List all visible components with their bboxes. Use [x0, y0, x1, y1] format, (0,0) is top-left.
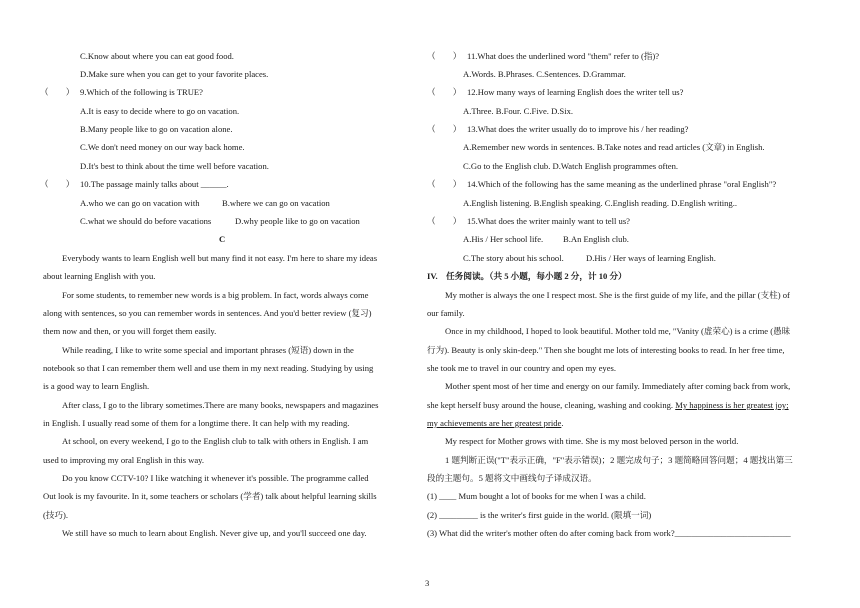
passage-c-line: (技巧). [43, 510, 69, 520]
task-instructions: 1 题判断正误("T"表示正确，"F"表示错误)；2 题完成句子；3 题简略回答问题；4 题找出第三 [445, 455, 793, 465]
q11-stem: 11.What does the underlined word "them" refer to (指)? [467, 51, 660, 61]
q15-option-b: B.An English club. [563, 234, 629, 244]
section-iv-heading: IV. 任务阅读。（共 5 小题，每小题 2 分，计 10 分） [427, 271, 627, 281]
q8-option-c: C.Know about where you can eat good food. [80, 51, 234, 61]
passage-c-line: along with sentences, so you can remember words in sentences. And you'd better review (复习) [43, 308, 372, 318]
q15-answer-bracket[interactable]: （ ） [427, 216, 462, 226]
q14-stem: 14.Which of the following has the same meaning as the underlined phrase "oral English"? [467, 179, 777, 189]
passage-iv-line [427, 399, 789, 411]
passage-c-line: Out look is my favourite. In it, some teachers or scholars (学者) talk about helpful learning skills [43, 491, 377, 501]
q14-options: A.English listening. B.English speaking. C.English reading. D.English writing.. [463, 198, 738, 208]
q10-option-b: B.where we can go on vacation [222, 198, 330, 208]
q15-stem: 15.What does the writer mainly want to tell us? [467, 216, 631, 226]
q13-options-line-1: A.Remember new words in sentences. B.Take notes and read articles (文章) in English. [463, 142, 765, 152]
q12-answer-bracket[interactable]: （ ） [427, 87, 462, 97]
passage-iv-line [427, 417, 564, 429]
q9-stem: 9.Which of the following is TRUE? [80, 87, 203, 97]
q12-options: A.Three. B.Four. C.Five. D.Six. [463, 106, 574, 116]
passage-iv-line: Mother spent most of her time and energy on our family. Immediately after coming back from work, [445, 381, 791, 391]
passage-iv-line: My respect for Mother grows with time. She is my most beloved person in the world. [445, 436, 739, 446]
q14-answer-bracket[interactable]: （ ） [427, 179, 462, 189]
task-item-1[interactable]: (1) ____ Mum bought a lot of books for me when I was a child. [427, 491, 646, 501]
passage-iv-line: Once in my childhood, I hoped to look beautiful. Mother told me, "Vanity (虚荣心) is a crime (愚昧 [445, 326, 791, 336]
task-item-3[interactable]: (3) What did the writer's mother often do after coming back from work?___________________________ [427, 528, 791, 538]
passage-iv-line: 行为). Beauty is only skin-deep." Then she bought me lots of interesting books to read. In her free time, [427, 345, 785, 355]
q10-option-d: D.why people like to go on vacation [235, 216, 360, 226]
task-item-2[interactable]: (2) _________ is the writer's first guide in the world. (限填一词) [427, 510, 652, 520]
passage-c-line: We still have so much to learn about English. Never give up, and you'll succeed one day. [62, 528, 367, 538]
q12-stem: 12.How many ways of learning English does the writer tell us? [467, 87, 684, 97]
q9-option-b: B.Many people like to go on vacation alone. [80, 124, 233, 134]
q15-option-a: A.His / Her school life. [463, 234, 544, 244]
passage-iv-line: our family. [427, 308, 465, 318]
page-number: 3 [425, 578, 430, 588]
q15-option-d: D.His / Her ways of learning English. [586, 253, 716, 263]
underlined-sentence: My happiness is her greatest joy; [675, 400, 789, 410]
passage-c-line: them now and then, or you will forget them easily. [43, 326, 217, 336]
underlined-sentence: my achievements are her greatest pride [427, 418, 562, 428]
q8-option-d: D.Make sure when you can get to your favorite places. [80, 69, 269, 79]
passage-c-line: about learning English with you. [43, 271, 156, 281]
passage-iv-text: . [561, 418, 564, 428]
q11-options: A.Words. B.Phrases. C.Sentences. D.Grammar. [463, 69, 626, 79]
task-instructions: 段的主题句。5 题将文中画线句子译成汉语。 [427, 473, 597, 483]
passage-c-line: For some students, to remember new words is a big problem. In fact, words always come [62, 290, 369, 300]
q10-option-c: C.what we should do before vacations [80, 216, 212, 226]
q11-answer-bracket[interactable]: （ ） [427, 51, 462, 61]
q15-option-c: C.The story about his school. [463, 253, 564, 263]
passage-iv-line: she took me to travel in our country and open my eyes. [427, 363, 617, 373]
q9-option-a: A.It is easy to decide where to go on vacation. [80, 106, 240, 116]
passage-iv-text: she kept herself busy around the house, cleaning, washing and cooking. [427, 400, 676, 410]
q9-answer-bracket[interactable]: （ ） [40, 87, 75, 97]
q9-option-d: D.It's best to think about the time well before vacation. [80, 161, 269, 171]
passage-c-line: notebook so that I can remember them well and use them in my next reading. Studying by using [43, 363, 374, 373]
passage-c-line: Do you know CCTV-10? I like watching it whenever it's possible. The programme called [62, 473, 369, 483]
passage-iv-line: My mother is always the one I respect most. She is the first guide of my life, and the pillar (支柱) of [445, 290, 790, 300]
passage-c-line: in English. I usually read some of them for a longtime there. It can help with my reading. [43, 418, 350, 428]
q10-stem: 10.The passage mainly talks about ______. [80, 179, 229, 189]
passage-c-line: After class, I go to the library sometimes.There are many books, newspapers and magazines [62, 400, 379, 410]
passage-c-line: While reading, I like to write some special and important phrases (短语) down in the [62, 345, 354, 355]
q10-answer-bracket[interactable]: （ ） [40, 179, 75, 189]
q13-options-line-2: C.Go to the English club. D.Watch English programmes often. [463, 161, 679, 171]
passage-c-line: used to improving my oral English in this way. [43, 455, 205, 465]
q13-stem: 13.What does the writer usually do to improve his / her reading? [467, 124, 689, 134]
passage-c-line: is a good way to learn English. [43, 381, 150, 391]
passage-c-line: Everybody wants to learn English well but many find it not easy. I'm here to share my ideas [62, 253, 378, 263]
q13-answer-bracket[interactable]: （ ） [427, 124, 462, 134]
q10-option-a: A.who we can go on vacation with [80, 198, 200, 208]
passage-c-line: At school, on every weekend, I go to the English club to talk with others in English. I am [62, 436, 369, 446]
section-c-heading: C [219, 234, 226, 244]
q9-option-c: C.We don't need money on our way back home. [80, 142, 245, 152]
